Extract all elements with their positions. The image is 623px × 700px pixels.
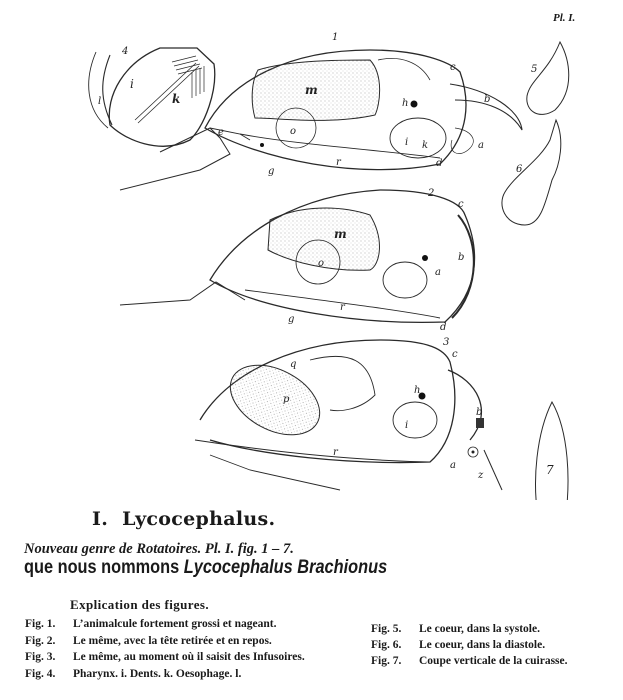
figure-5-heart-systole [527, 42, 569, 114]
plate-label: Pl. I. [553, 12, 576, 24]
species-prefix: que nous nommons [24, 557, 180, 578]
svg-text:4: 4 [122, 46, 129, 57]
svg-text:7: 7 [546, 463, 554, 477]
svg-text:r: r [336, 157, 341, 168]
svg-text:k: k [172, 92, 181, 106]
caption-label: Fig. 1. [25, 618, 56, 630]
caption-fig-6 [371, 639, 568, 655]
caption-text: Le coeur, dans la diastole. [419, 639, 546, 651]
svg-text:1: 1 [332, 32, 339, 43]
svg-text:c: c [450, 62, 456, 73]
svg-text:q: q [290, 359, 297, 370]
figure-1-swimming [120, 32, 522, 190]
caption-text: L’animalcule fortement grossi et nageant. [73, 618, 277, 630]
svg-text:m: m [334, 227, 347, 241]
svg-text:r: r [340, 302, 345, 313]
svg-text:a: a [435, 267, 441, 278]
title-name: Lycocephalus. [122, 508, 276, 530]
svg-text:z: z [478, 470, 484, 481]
figure-7-carapace-section [536, 402, 568, 500]
svg-text:i: i [405, 137, 409, 148]
svg-text:a: a [450, 460, 456, 471]
figure-4-pharynx [89, 46, 215, 146]
caption-text: Pharynx. i. Dents. k. Oesophage. l. [73, 667, 242, 680]
caption-label: Fig. 3. [25, 651, 56, 663]
svg-text:3: 3 [443, 337, 450, 348]
caption-text: Le même, au moment où il saisit des Infusoires. [73, 651, 305, 663]
svg-text:k: k [422, 140, 429, 151]
svg-text:a: a [478, 140, 484, 151]
caption-label: Fig. 5. [371, 623, 402, 635]
svg-text:d: d [436, 158, 443, 169]
svg-text:h: h [402, 98, 409, 109]
explanation-heading: Explication des figures. [70, 597, 210, 612]
caption-label: Fig. 2. [25, 634, 56, 647]
svg-text:5: 5 [531, 64, 538, 75]
figure-captions-left [25, 618, 305, 684]
caption-fig-3 [25, 651, 305, 668]
figure-2-retracted [120, 188, 475, 333]
caption-label: Fig. 6. [371, 639, 402, 651]
svg-text:b: b [458, 252, 465, 263]
subtitle: Nouveau genre de Rotatoires. Pl. I. fig. 1 – 7. [24, 541, 294, 557]
figure-6-heart-diastole [502, 120, 561, 225]
caption-fig-5 [371, 623, 568, 639]
svg-text:c: c [452, 349, 458, 360]
caption-text: Le coeur, dans la systole. [419, 623, 540, 635]
caption-text: Le même, avec la tête retirée et en repos. [73, 634, 272, 647]
figure-captions-right [371, 623, 568, 671]
svg-text:b: b [484, 94, 491, 105]
page-title [92, 508, 275, 530]
svg-text:h: h [414, 385, 421, 396]
caption-label: Fig. 7. [371, 655, 402, 667]
svg-text:r: r [333, 447, 338, 458]
caption-fig-2 [25, 635, 305, 652]
caption-fig-7 [371, 655, 568, 671]
species-line [24, 557, 387, 579]
svg-text:o: o [318, 258, 325, 269]
caption-label: Fig. 4. [25, 667, 56, 680]
svg-text:c: c [458, 199, 464, 210]
svg-text:l: l [98, 96, 102, 107]
title-numeral: I. [92, 508, 109, 530]
svg-text:m: m [305, 83, 318, 97]
caption-fig-4 [25, 668, 305, 685]
svg-text:i: i [405, 420, 409, 431]
svg-text:p: p [283, 394, 290, 405]
svg-text:g: g [268, 166, 275, 177]
svg-text:b: b [476, 407, 483, 418]
figure-3-capturing [195, 337, 502, 490]
svg-text:g: g [288, 314, 295, 325]
svg-text:6: 6 [516, 164, 523, 175]
svg-text:d: d [440, 322, 447, 333]
svg-text:i: i [130, 77, 134, 91]
caption-fig-1 [25, 618, 305, 635]
svg-text:o: o [290, 126, 297, 137]
caption-text: Coupe verticale de la cuirasse. [419, 655, 568, 667]
species-name: Lycocephalus Brachionus [183, 557, 388, 578]
svg-text:2: 2 [428, 188, 435, 199]
svg-text:e: e [218, 127, 224, 138]
